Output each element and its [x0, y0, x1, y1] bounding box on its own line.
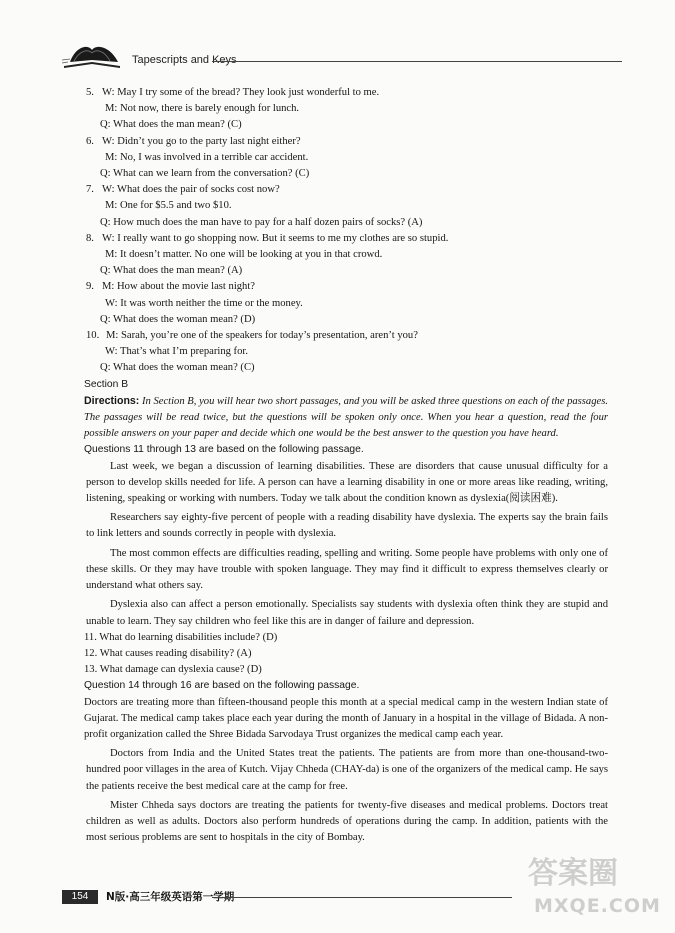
dialogue-line: M: No, I was involved in a terrible car accident.	[105, 151, 309, 163]
question-line: Q: What does the woman mean? (C)	[100, 362, 255, 374]
dialogue-line: W: What does the pair of socks cost now?	[102, 184, 280, 196]
dialogue-line: M: Not now, there is barely enough for lunch.	[105, 103, 300, 115]
passage-1-paragraph: The most common effects are difficulties reading, spelling and writing. Some people have problems with only one of these skills. Or they may have trouble with spoken language. They may find it difficult to express themselves clearly or understand what others say.	[86, 547, 608, 592]
header-divider	[212, 61, 622, 62]
question-line: Q: What does the woman mean? (D)	[100, 313, 256, 325]
directions-label: Directions:	[84, 394, 140, 407]
directions-text: In Section B, you will hear two short passages, and you will be asked three questions on each of the passages. The passages will be read twice, but the questions will be spoken only once. When you hear a question, read the four possible answers on your paper and decide which one would be the best answer to the question you have heard.	[84, 395, 608, 440]
passage-1-heading: Questions 11 through 13 are based on the following passage.	[84, 444, 364, 456]
header-title: Tapescripts and Keys	[132, 54, 237, 66]
page-header	[62, 40, 622, 70]
dialogue-line: W: I really want to go shopping now. But it seems to me my clothes are so stupid.	[102, 232, 449, 244]
passage-1-question: 12. What causes reading disability? (A)	[84, 647, 252, 659]
dialogue-10	[86, 328, 608, 377]
dialogue-line: M: How about the movie last night?	[102, 281, 255, 293]
item-number: 9.	[86, 281, 94, 293]
page-number: 154	[62, 890, 98, 904]
dialogue-6	[86, 134, 608, 183]
question-line: Q: How much does the man have to pay for a half dozen pairs of socks? (A)	[100, 216, 423, 228]
item-number: 10.	[86, 330, 100, 342]
passage-1-paragraph: Dyslexia also can affect a person emotionally. Specialists say students with dyslexia often think they are stupid and unable to learn. They say children who feel like this are in danger of failure and depression.	[86, 599, 608, 627]
item-number: 8.	[86, 232, 94, 244]
dialogue-line: M: Sarah, you’re one of the speakers for today’s presentation, aren’t you?	[106, 330, 418, 342]
passage-2-heading: Question 14 through 16 are based on the following passage.	[84, 680, 360, 692]
book-title: N版·高三年级英语第一学期	[106, 891, 235, 903]
dialogue-5	[86, 85, 608, 134]
dialogue-line: W: It was worth neither the time or the money.	[105, 297, 303, 309]
passage-1-question: 13. What damage can dyslexia cause? (D)	[84, 664, 262, 676]
passage-2-paragraph: Doctors are treating more than fifteen-thousand people this month at a special medical camp in the western Indian state of Gujarat. The medical camp takes place each year during the month of January in a hospital in the village of Bidada. A non-profit organization called the Shree Bidada Sarvodaya Trust organizes the medical camp each year.	[84, 696, 608, 740]
item-number: 7.	[86, 184, 94, 196]
dialogue-9	[86, 279, 608, 328]
dialogue-line: M: One for $5.5 and two $10.	[105, 200, 232, 212]
dialogue-7	[86, 182, 608, 231]
watermark-url: MXQE.COM	[534, 895, 661, 917]
dialogue-line: W: Didn’t you go to the party last night either?	[102, 135, 301, 147]
item-number: 6.	[86, 135, 94, 147]
open-book-icon	[62, 40, 126, 70]
section-b-heading: Section B	[84, 378, 129, 390]
footer-divider	[212, 897, 512, 898]
item-number: 5.	[86, 87, 94, 98]
dialogue-line: M: It doesn’t matter. No one will be looking at you in that crowd.	[105, 249, 383, 261]
passage-2-paragraph: Mister Chheda says doctors are treating the patients for twenty-five diseases and medical problems. Doctors treat children as well as adults. Doctors also perform hundreds of operations during the camp. In addition, patients with the most serious problems are sent to hospitals in the city of Bombay.	[86, 799, 608, 844]
dialogue-line: W: May I try some of the bread? They look just wonderful to me.	[102, 87, 380, 98]
page-content	[86, 85, 608, 849]
passage-2-paragraph: Doctors from India and the United States treat the patients. The patients are from more than one-thousand-two-hundred poor villages in the area of Kutch. Vijay Chheda (CHAY-da) is one of the organizers of the medical camp. He says the patients receive the best medical care at the camp for free.	[86, 748, 608, 792]
question-line: Q: What can we learn from the conversation? (C)	[100, 168, 310, 180]
watermark	[528, 858, 661, 922]
question-line: Q: What does the man mean? (C)	[100, 119, 242, 131]
passage-1-paragraph: Last week, we began a discussion of learning disabilities. These are disorders that cause unusual difficulty for a person to develop skills needed for life. A person can have a learning disability in one or more areas like reading, writing, listening, speaking or working with numbers. Today we talk about the condition known as dyslexia(阅读困难).	[86, 460, 608, 505]
dialogue-line: W: That’s what I’m preparing for.	[105, 346, 248, 358]
passage-1-question: 11. What do learning disabilities include? (D)	[84, 631, 278, 643]
watermark-logo: 答案圈	[528, 856, 618, 891]
question-line: Q: What does the man mean? (A)	[100, 265, 243, 277]
passage-1-paragraph: Researchers say eighty-five percent of people with a reading disability have dyslexia. The experts say the brain fails to link letters and sounds correctly in people with dyslexia.	[86, 512, 608, 540]
dialogue-8	[86, 231, 608, 280]
section-b-directions	[84, 393, 608, 443]
